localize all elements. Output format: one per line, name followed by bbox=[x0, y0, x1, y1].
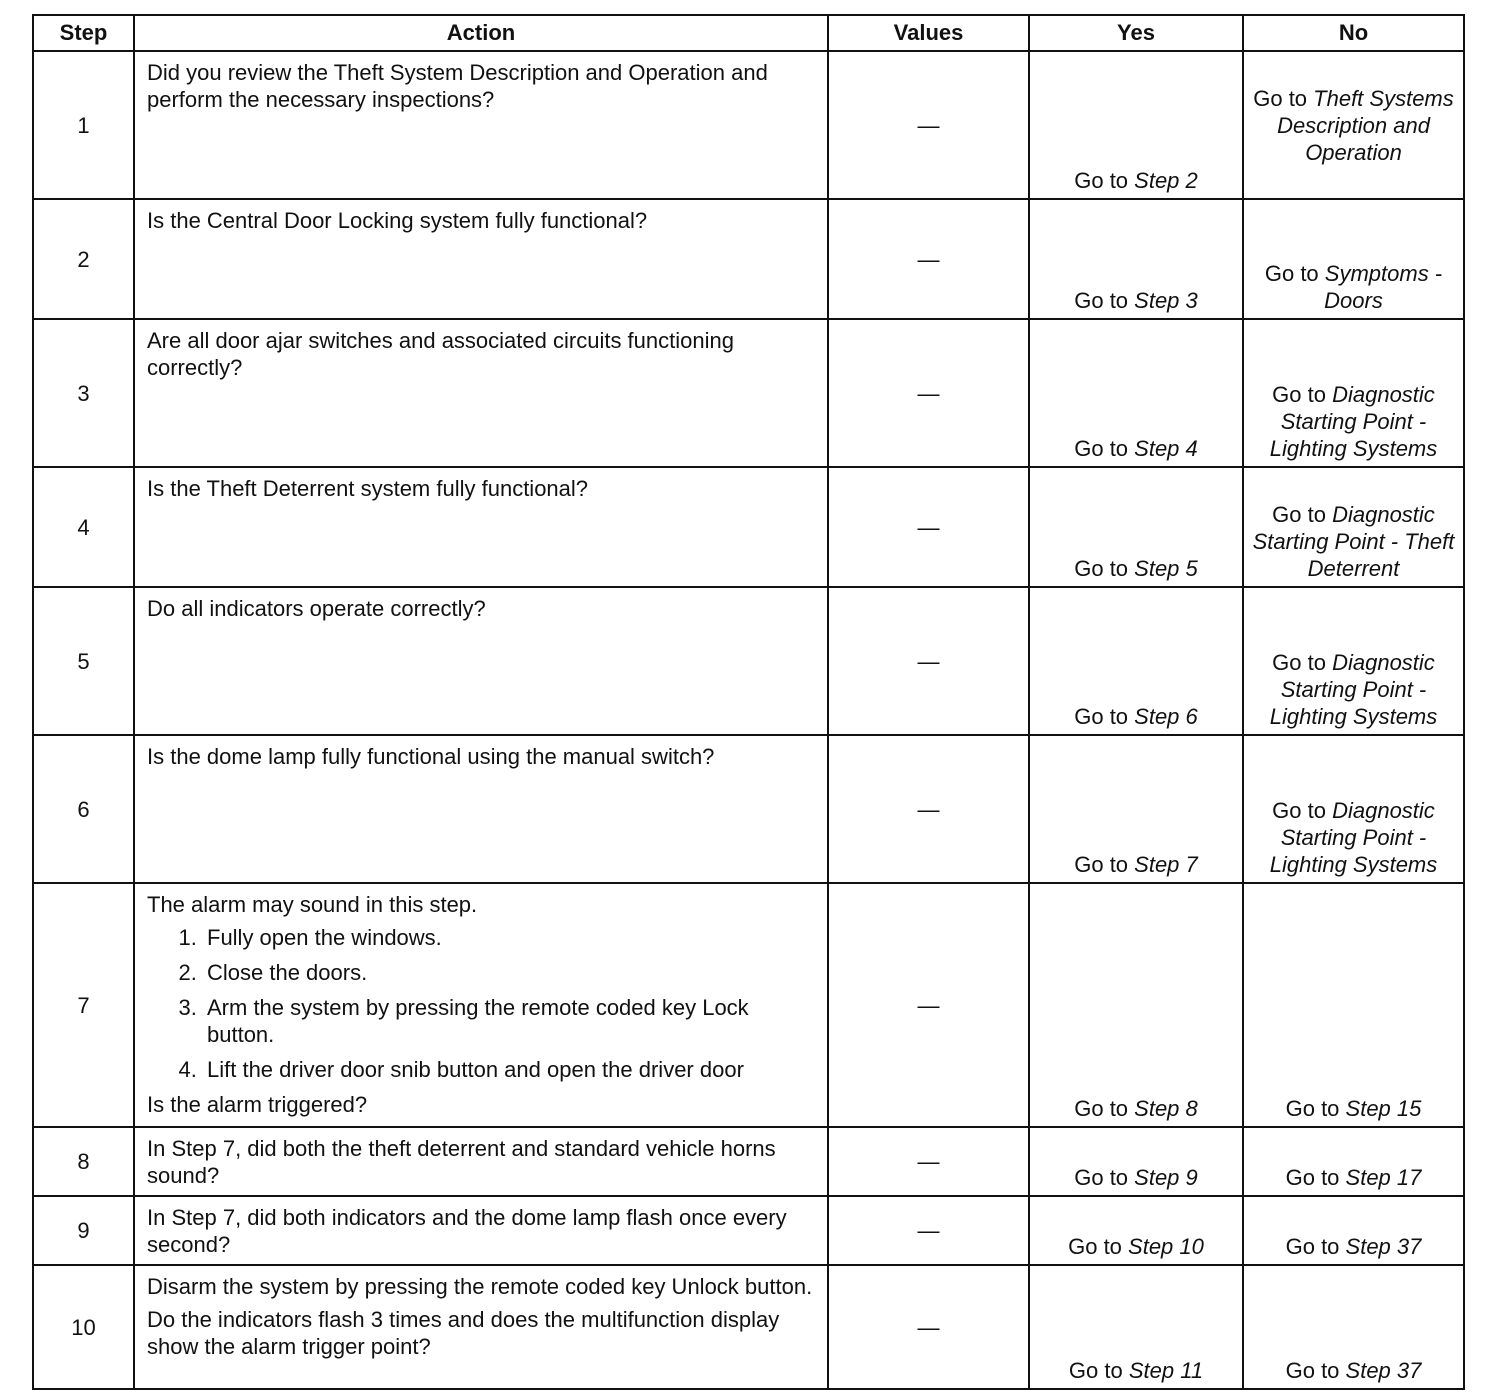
yes-prefix: Go to bbox=[1074, 556, 1135, 581]
no-prefix: Go to bbox=[1285, 1234, 1346, 1259]
no-prefix: Go to bbox=[1253, 85, 1314, 111]
yes-cell bbox=[1029, 883, 1243, 1127]
step-number: 10 bbox=[33, 1265, 134, 1389]
no-reference-link[interactable]: Step 37 bbox=[1345, 1358, 1422, 1383]
yes-step-link[interactable]: Step 8 bbox=[1134, 1096, 1198, 1121]
no-reference-link[interactable]: Diagnostic Starting Point - Lighting Systems bbox=[1269, 382, 1438, 461]
step-number: 2 bbox=[33, 199, 134, 319]
yes-step-link[interactable]: Step 3 bbox=[1134, 288, 1198, 313]
header-row bbox=[33, 15, 1464, 51]
step-number: 4 bbox=[33, 467, 134, 587]
action-text: In Step 7, did both indicators and the dome lamp flash once every second? bbox=[134, 1196, 828, 1265]
header-action: Action bbox=[134, 15, 828, 51]
yes-cell bbox=[1029, 319, 1243, 467]
action-text: Do all indicators operate correctly? bbox=[134, 587, 828, 735]
yes-step-link[interactable]: Step 11 bbox=[1128, 1358, 1204, 1383]
step-number: 9 bbox=[33, 1196, 134, 1265]
step-number: 6 bbox=[33, 735, 134, 883]
no-cell bbox=[1243, 1196, 1464, 1265]
header-yes: Yes bbox=[1029, 15, 1243, 51]
list-item: 2. Close the doors. bbox=[203, 959, 819, 986]
action-text bbox=[134, 1265, 828, 1389]
no-cell bbox=[1243, 199, 1464, 319]
yes-cell bbox=[1029, 51, 1243, 199]
values-cell: — bbox=[828, 467, 1029, 587]
list-item: 4. Lift the driver door snib button and open the driver door bbox=[203, 1056, 819, 1083]
table-row bbox=[33, 199, 1464, 319]
step-number: 5 bbox=[33, 587, 134, 735]
yes-step-link[interactable]: Step 10 bbox=[1128, 1234, 1204, 1259]
yes-prefix: Go to bbox=[1074, 1165, 1135, 1190]
table-row bbox=[33, 735, 1464, 883]
no-prefix: Go to bbox=[1285, 1096, 1346, 1121]
table-row bbox=[33, 883, 1464, 1127]
yes-prefix: Go to bbox=[1068, 1358, 1129, 1383]
no-prefix: Go to bbox=[1272, 382, 1333, 407]
action-question: Is the alarm triggered? bbox=[147, 1092, 368, 1117]
values-cell: — bbox=[828, 735, 1029, 883]
yes-cell bbox=[1029, 199, 1243, 319]
yes-prefix: Go to bbox=[1074, 704, 1135, 729]
yes-cell bbox=[1029, 587, 1243, 735]
yes-cell bbox=[1029, 735, 1243, 883]
no-prefix: Go to bbox=[1272, 502, 1333, 527]
yes-prefix: Go to bbox=[1068, 1234, 1129, 1259]
values-cell: — bbox=[828, 199, 1029, 319]
yes-step-link[interactable]: Step 7 bbox=[1134, 852, 1198, 877]
yes-cell bbox=[1029, 1127, 1243, 1196]
no-cell bbox=[1243, 1265, 1464, 1389]
action-text: Is the dome lamp fully functional using the manual switch? bbox=[134, 735, 828, 883]
no-prefix: Go to bbox=[1264, 261, 1325, 286]
action-question: Do the indicators flash 3 times and does the multifunction display show the alarm trigger point? bbox=[147, 1307, 780, 1359]
action-text: Did you review the Theft System Description and Operation and perform the necessary inspections? bbox=[134, 51, 828, 199]
values-cell: — bbox=[828, 587, 1029, 735]
no-reference-link[interactable]: Symptoms - Doors bbox=[1324, 261, 1443, 313]
list-item: 1. Fully open the windows. bbox=[203, 924, 819, 951]
substep-list bbox=[147, 924, 819, 1083]
no-reference-link[interactable]: Step 15 bbox=[1345, 1096, 1422, 1121]
values-cell: — bbox=[828, 319, 1029, 467]
table-row bbox=[33, 1265, 1464, 1389]
no-prefix: Go to bbox=[1272, 650, 1333, 675]
step-number: 3 bbox=[33, 319, 134, 467]
action-text: Are all door ajar switches and associated circuits functioning correctly? bbox=[134, 319, 828, 467]
table-row bbox=[33, 467, 1464, 587]
no-reference-link[interactable]: Step 17 bbox=[1345, 1165, 1422, 1190]
step-number: 1 bbox=[33, 51, 134, 199]
action-text bbox=[134, 883, 828, 1127]
action-text: Is the Theft Deterrent system fully functional? bbox=[134, 467, 828, 587]
step-number: 7 bbox=[33, 883, 134, 1127]
yes-prefix: Go to bbox=[1074, 1096, 1135, 1121]
no-prefix: Go to bbox=[1272, 798, 1333, 823]
yes-step-link[interactable]: Step 5 bbox=[1134, 556, 1198, 581]
yes-prefix: Go to bbox=[1074, 852, 1135, 877]
header-no: No bbox=[1243, 15, 1464, 51]
yes-cell bbox=[1029, 1265, 1243, 1389]
action-text: Is the Central Door Locking system fully functional? bbox=[134, 199, 828, 319]
table-row bbox=[33, 1127, 1464, 1196]
yes-cell bbox=[1029, 467, 1243, 587]
table-row bbox=[33, 587, 1464, 735]
yes-cell bbox=[1029, 1196, 1243, 1265]
no-cell bbox=[1243, 1127, 1464, 1196]
action-intro: The alarm may sound in this step. bbox=[147, 892, 478, 917]
header-values: Values bbox=[828, 15, 1029, 51]
no-cell bbox=[1243, 319, 1464, 467]
no-cell bbox=[1243, 467, 1464, 587]
yes-prefix: Go to bbox=[1074, 168, 1135, 193]
values-cell: — bbox=[828, 1127, 1029, 1196]
values-cell: — bbox=[828, 1265, 1029, 1389]
values-cell: — bbox=[828, 51, 1029, 199]
no-prefix: Go to bbox=[1285, 1358, 1346, 1383]
diagnostic-table bbox=[32, 14, 1465, 1390]
table-row bbox=[33, 51, 1464, 199]
yes-step-link[interactable]: Step 4 bbox=[1134, 436, 1198, 461]
values-cell: — bbox=[828, 883, 1029, 1127]
no-prefix: Go to bbox=[1285, 1165, 1346, 1190]
no-cell bbox=[1243, 587, 1464, 735]
yes-step-link[interactable]: Step 2 bbox=[1134, 168, 1198, 193]
values-cell: — bbox=[828, 1196, 1029, 1265]
step-number: 8 bbox=[33, 1127, 134, 1196]
header-step: Step bbox=[33, 15, 134, 51]
action-text: In Step 7, did both the theft deterrent and standard vehicle horns sound? bbox=[134, 1127, 828, 1196]
yes-step-link[interactable]: Step 9 bbox=[1134, 1165, 1198, 1190]
table-row bbox=[33, 1196, 1464, 1265]
no-cell bbox=[1243, 51, 1464, 199]
list-item: 3. Arm the system by pressing the remote coded key Lock button. bbox=[203, 994, 819, 1048]
no-reference-link[interactable]: Diagnostic Starting Point - Lighting Systems bbox=[1269, 798, 1438, 877]
table-row bbox=[33, 319, 1464, 467]
no-reference-link[interactable]: Diagnostic Starting Point - Lighting Systems bbox=[1269, 650, 1438, 729]
yes-prefix: Go to bbox=[1074, 288, 1135, 313]
no-reference-link[interactable]: Step 37 bbox=[1345, 1234, 1422, 1259]
no-reference-link[interactable]: Theft Systems Description and Operation bbox=[1277, 85, 1454, 165]
yes-step-link[interactable]: Step 6 bbox=[1134, 704, 1198, 729]
no-cell bbox=[1243, 735, 1464, 883]
action-intro: Disarm the system by pressing the remote coded key Unlock button. bbox=[147, 1274, 813, 1299]
no-reference-link[interactable]: Diagnostic Starting Point - Theft Deterrent bbox=[1252, 502, 1455, 581]
no-cell bbox=[1243, 883, 1464, 1127]
yes-prefix: Go to bbox=[1074, 436, 1135, 461]
